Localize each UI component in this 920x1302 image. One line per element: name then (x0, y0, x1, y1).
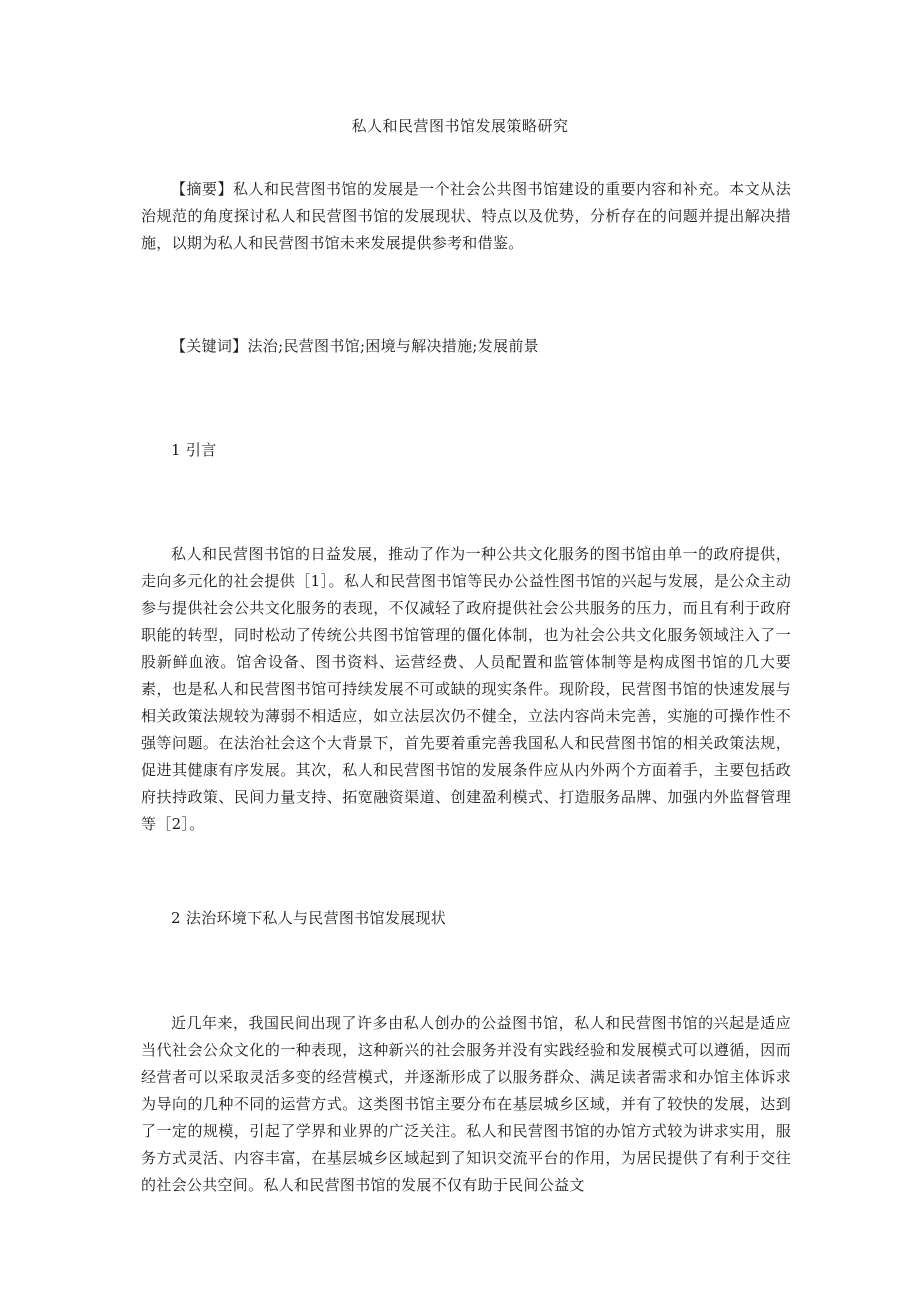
section-1-paragraph: 私人和民营图书馆的日益发展，推动了作为一种公共文化服务的图书馆由单一的政府提供，走向多元化的社会提供［1］。私人和民营图书馆等民办公益性图书馆的兴起与发展，是公众主动参与提供社会公共文化服务的表现，不仅减轻了政府提供社会公共服务的压力，而且有利于政府职能的转型，同时松动了传统公共图书馆管理的僵化体制，也为社会公共文化服务领域注入了一股新鲜血液。馆舍设备、图书资料、运营经费、人员配置和监管体制等是构成图书馆的几大要素，也是私人和民营图书馆可持续发展不可或缺的现实条件。现阶段，民营图书馆的快速发展与相关政策法规较为薄弱不相适应，如立法层次仍不健全，立法内容尚未完善，实施的可操作性不强等问题。在法治社会这个大背景下，首先要着重完善我国私人和民营图书馆的相关政策法规，促进其健康有序发展。其次，私人和民营图书馆的发展条件应从内外两个方面着手，主要包括政府扶持政策、民间力量支持、拓宽融资渠道、创建盈利模式、打造服务品牌、加强内外监督管理等［2］。 (141, 545, 791, 833)
section-2-heading: 2 法治环境下私人与民营图书馆发展现状 (171, 909, 447, 927)
section-2-paragraph: 近几年来，我国民间出现了许多由私人创办的公益图书馆，私人和民营图书馆的兴起是适应当代社会公众文化的一种表现，这种新兴的社会服务并没有实践经验和发展模式可以遵循，因而经营者可以采取灵活多变的经营模式，并逐渐形成了以服务群众、满足读者需求和办馆主体诉求为导向的几种不同的运营方式。这类图书馆主要分布在基层城乡区域，并有了较快的发展，达到了一定的规模，引起了学界和业界的广泛关注。私人和民营图书馆的办馆方式较为讲求实用，服务方式灵活、内容丰富，在基层城乡区域起到了知识交流平台的作用，为居民提供了有利于交往的社会公共空间。私人和民营图书馆的发展不仅有助于民间公益文 (141, 1014, 791, 1194)
section-1-heading: 1 引言 (171, 441, 217, 459)
abstract-paragraph: 【摘要】私人和民营图书馆的发展是一个社会公共图书馆建设的重要内容和补充。本文从法治规范的角度探讨私人和民营图书馆的发展现状、特点以及优势，分析存在的问题并提出解决措施，以期为私人和民营图书馆未来发展提供参考和借鉴。 (141, 180, 791, 252)
keywords-line: 【关键词】法治;民营图书馆;困境与解决措施;发展前景 (171, 337, 539, 355)
document-title: 私人和民营图书馆发展策略研究 (351, 117, 569, 135)
